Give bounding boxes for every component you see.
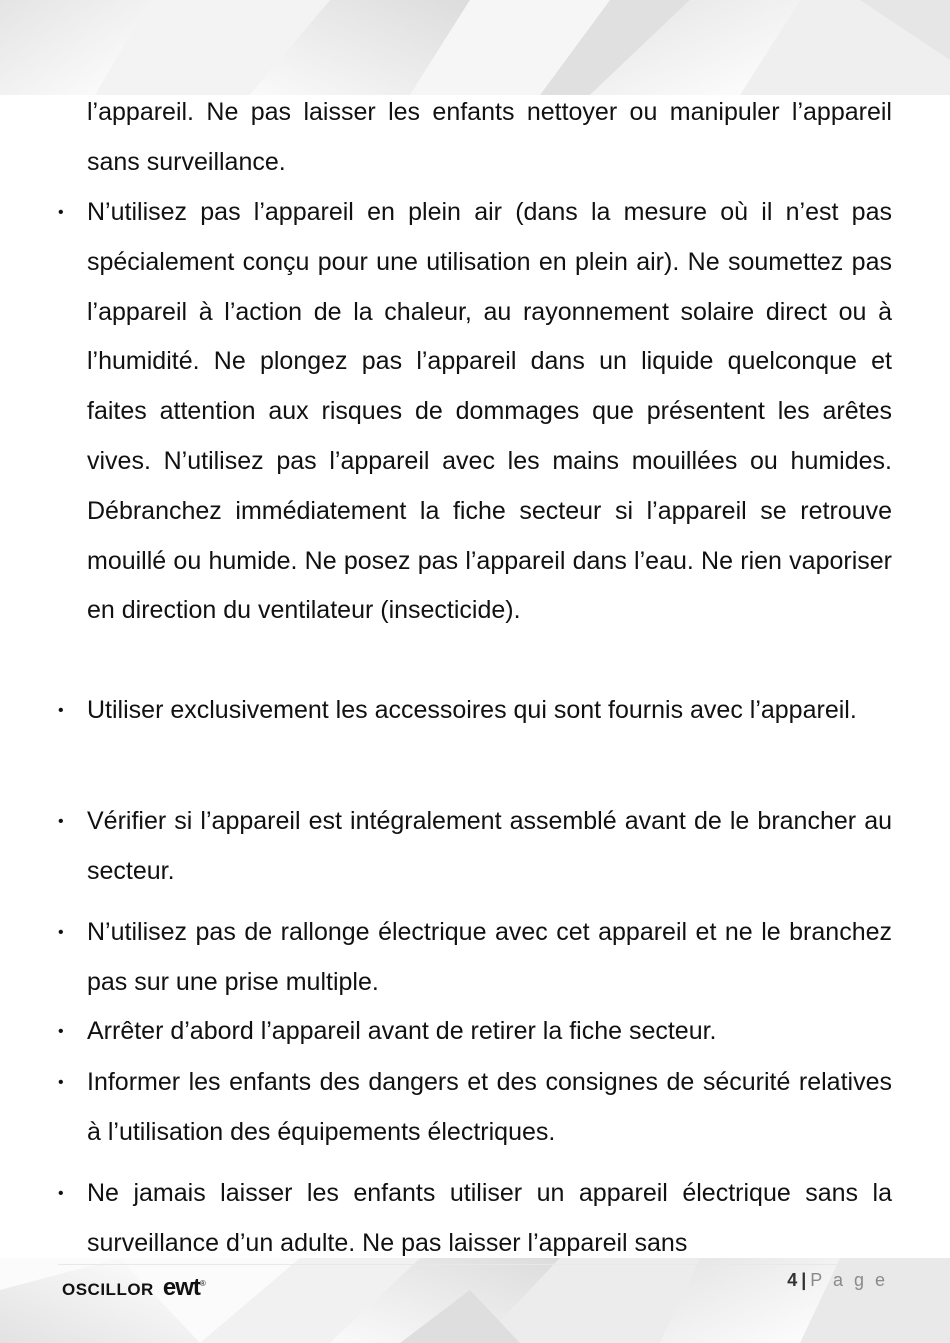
list-item-supervision: Ne jamais laisser les enfants utiliser un appareil électrique sans la surveillance d’un adulte. Ne pas laisser l’appareil sans [87,1179,892,1257]
bullet-marker: • [58,924,64,941]
page-number [787,1270,888,1291]
bullet-marker: • [58,813,64,830]
footer-brand-logo [62,1274,206,1302]
footer-divider [58,1264,892,1265]
list-item-inform-children: Informer les enfants des dangers et des consignes de sécurité relatives à l’utilisation des équipements électriques. [87,1068,892,1146]
list-item-assembly: Vérifier si l’appareil est intégralement assemblé avant de le brancher au secteur. [87,807,892,885]
bullet-marker: • [58,702,64,719]
list-item-outdoor-use: N’utilisez pas l’appareil en plein air (dans la mesure où il n’est pas spécialement conçu pour une utilisation en plein air). Ne soumettez pas l’appareil à l’action de la chaleur, au rayonnement solaire direct ou à l’humidité. Ne plongez pas l’appareil dans un liquide quelconque et faites attention aux risques de dommages que présentent les arêtes vives. N’utilisez pas l’appareil avec les mains mouillées ou humides. Débranchez immédiatement la fiche secteur si l’appareil se retrouve mouillé ou humide. Ne posez pas l’appareil dans l’eau. Ne rien vaporiser en direction du ventilateur (insecticide). [87,198,892,625]
paragraph-continued: l’appareil. Ne pas laisser les enfants nettoyer ou manipuler l’appareil sans surveillance. [87,98,892,176]
page-number-separator: | [801,1270,807,1290]
brand-mark: ewt® [162,1274,206,1301]
bullet-marker: • [58,204,64,221]
bullet-marker: • [58,1074,64,1091]
brand-name: OSCILLOR [62,1280,154,1299]
list-item-accessories: Utiliser exclusivement les accessoires qui sont fournis avec l’appareil. [87,696,857,724]
list-item-extension-cord: N’utilisez pas de rallonge électrique avec cet appareil et ne le branchez pas sur une prise multiple. [87,918,892,996]
list-item-switch-off: Arrêter d’abord l’appareil avant de retirer la fiche secteur. [87,1017,717,1045]
page-word: P a g e [810,1270,888,1290]
bullet-marker: • [58,1023,64,1040]
page-number-value: 4 [787,1270,798,1290]
bullet-marker: • [58,1185,64,1202]
